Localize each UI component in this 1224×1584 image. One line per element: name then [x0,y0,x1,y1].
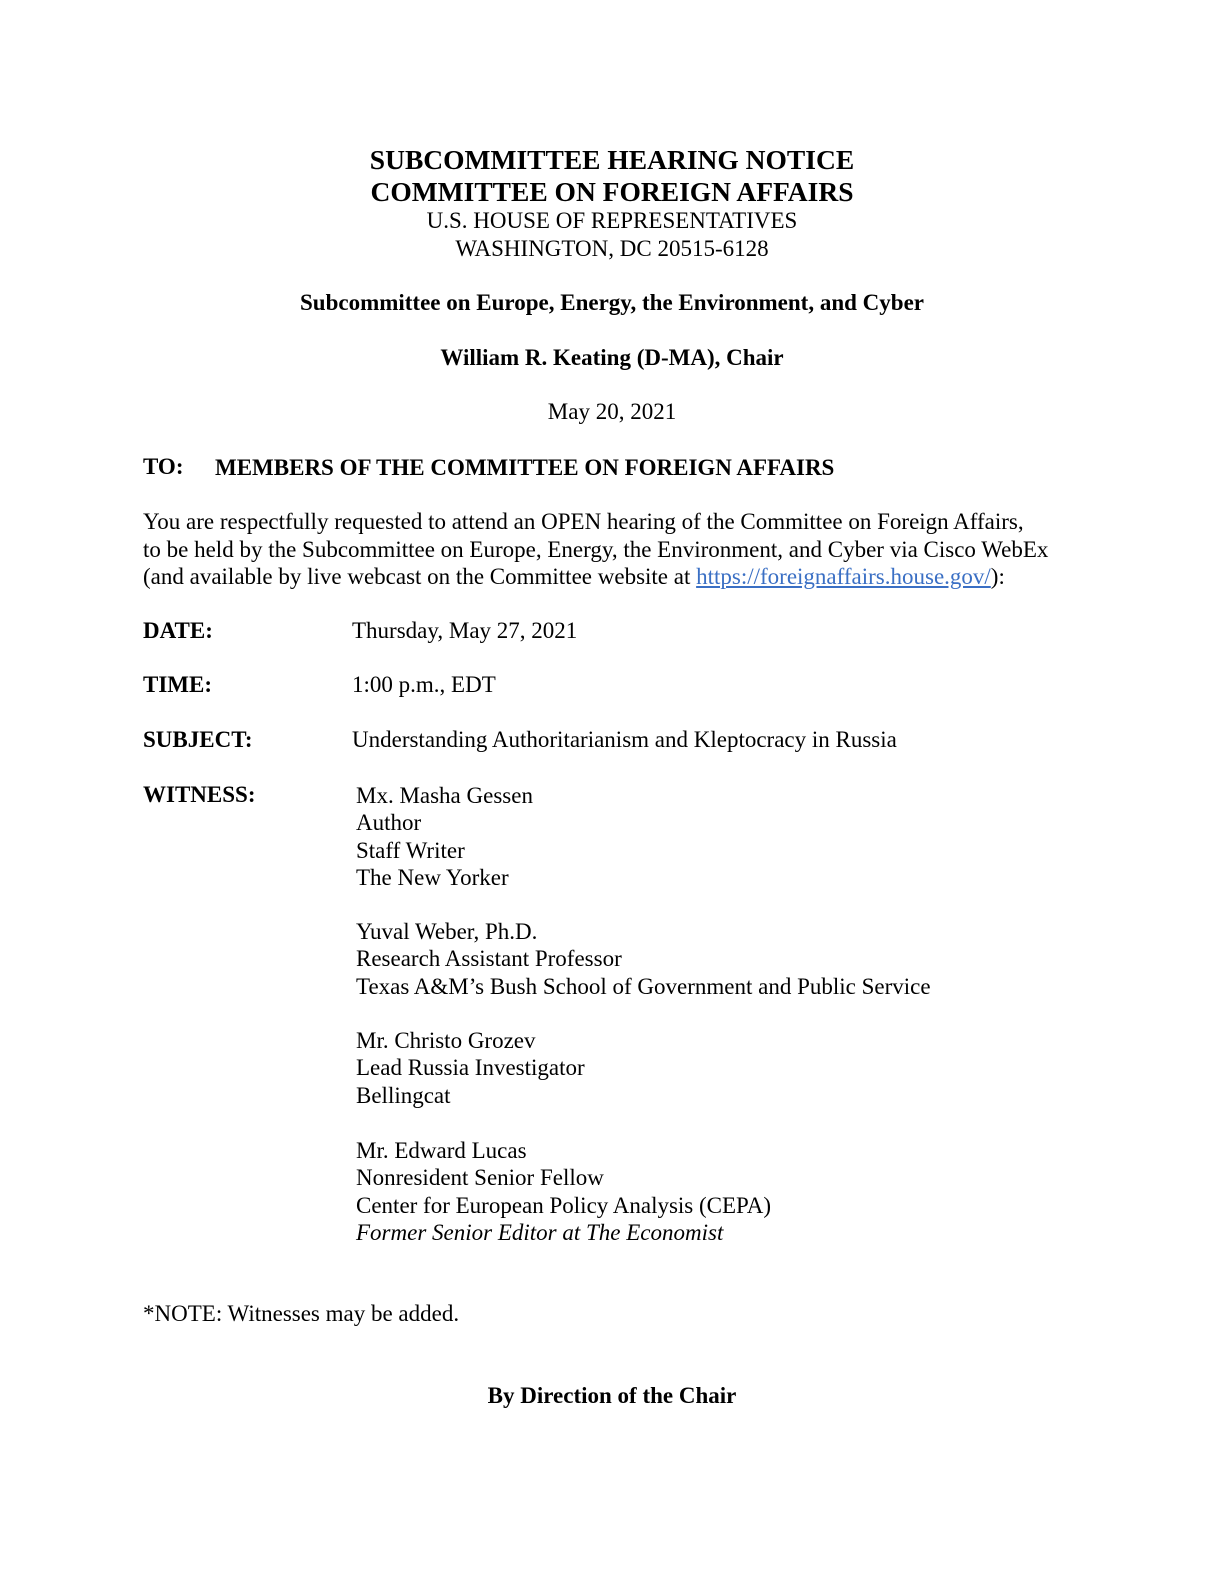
date-value: Thursday, May 27, 2021 [352,618,578,643]
chair-name: William R. Keating (D-MA), Chair [440,345,784,370]
witness-detail: The New Yorker [356,864,509,890]
witness-detail: Center for European Policy Analysis (CEPA) [356,1192,772,1218]
time-value: 1:00 p.m., EDT [352,672,496,697]
intro-line-3 [143,563,1048,591]
notice-title: SUBCOMMITTEE HEARING NOTICE [369,144,855,175]
witness-label: WITNESS: [143,782,256,807]
subject-label: SUBJECT: [143,727,253,752]
committee-website-link[interactable]: https://foreignaffairs.house.gov/ [696,564,991,589]
witness-2 [356,918,931,1000]
intro-paragraph [143,508,1048,591]
witness-name: Mx. Masha Gessen [356,783,533,808]
address: WASHINGTON, DC 20515-6128 [455,236,769,261]
witness-1 [356,782,533,891]
witness-detail: Nonresident Senior Fellow [356,1165,604,1191]
witness-name: Mr. Christo Grozev [356,1028,536,1053]
to-recipients: MEMBERS OF THE COMMITTEE ON FOREIGN AFFAIRS [215,455,835,480]
date-label: DATE: [143,618,213,643]
to-label: TO: [143,454,184,479]
witness-3 [356,1027,585,1109]
witness-name: Yuval Weber, Ph.D. [356,919,538,944]
witness-name: Mr. Edward Lucas [356,1138,527,1163]
witness-detail: Author [356,810,422,836]
witness-detail: Bellingcat [356,1082,451,1108]
witness-detail: Research Assistant Professor [356,946,622,972]
time-label: TIME: [143,672,212,697]
subcommittee-name: Subcommittee on Europe, Energy, the Environment, and Cyber [299,290,924,315]
institution-name: U.S. HOUSE OF REPRESENTATIVES [426,208,798,233]
committee-title: COMMITTEE ON FOREIGN AFFAIRS [370,176,854,207]
witness-detail: Texas A&M’s Bush School of Government and Public Service [356,973,931,999]
intro-line-3-suffix: ): [990,564,1005,589]
intro-line-1: You are respectfully requested to attend an OPEN hearing of the Committee on Foreign Affairs, [143,509,1024,534]
witness-4 [356,1137,771,1246]
witness-detail: Staff Writer [356,837,465,863]
signoff: By Direction of the Chair [487,1383,737,1408]
intro-line-3-prefix: (and available by live webcast on the Committee website at [143,564,697,589]
intro-line-2: to be held by the Subcommittee on Europe, Energy, the Environment, and Cyber via Cisco WebEx [143,536,1049,562]
subject-value: Understanding Authoritarianism and Kleptocracy in Russia [352,727,897,752]
witness-note: *NOTE: Witnesses may be added. [143,1301,460,1326]
witness-detail: Lead Russia Investigator [356,1055,585,1081]
witness-former-role: Former Senior Editor at The Economist [356,1219,724,1245]
notice-date: May 20, 2021 [547,399,677,424]
